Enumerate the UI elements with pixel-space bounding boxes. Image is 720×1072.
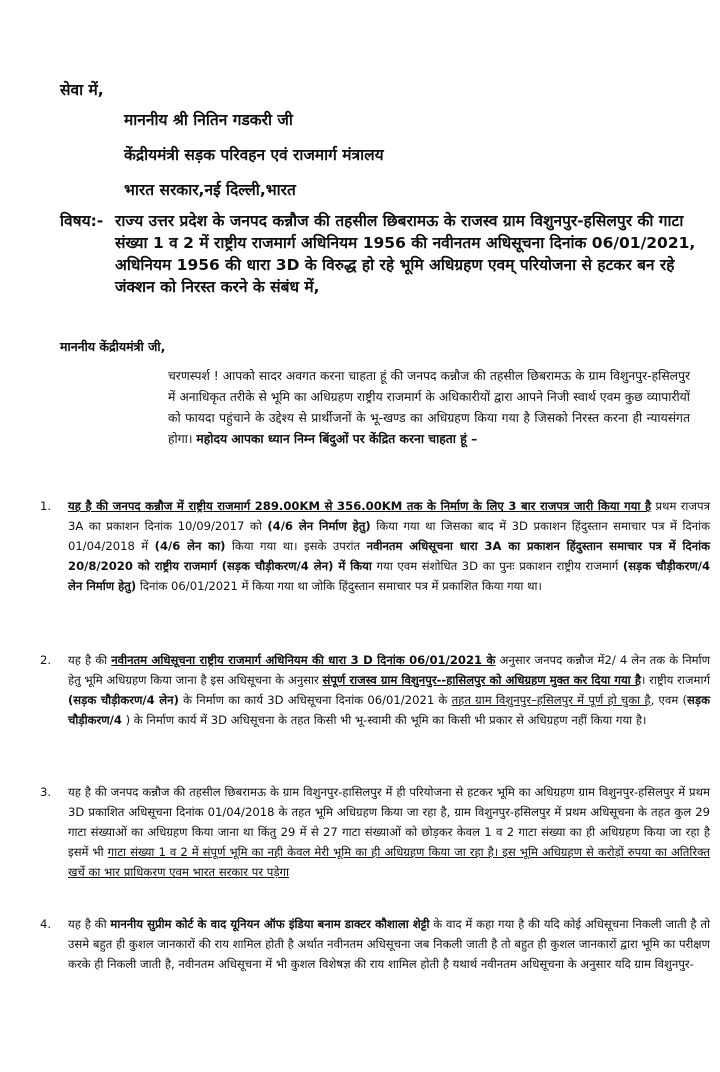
- point-text: [68, 496, 710, 596]
- point-number: 1.: [40, 499, 52, 513]
- point-text: [68, 650, 710, 730]
- subject-text: राज्य उत्तर प्रदेश के जनपद कन्नौज की तहसील छिबरामऊ के राजस्व ग्राम विशुनपुर-हसिलपुर की गाटा संख्या 1 व 2 में राष्ट्रीय राजमार्ग अधिनियम 1956 की नवीनतम अधिसूचना दिनांक 06/01/2021, अधिनियम 1956 की धारा 3D के विरुद्ध हो रहे भूमि अधिग्रहण एवम् परियोजना से हटकर बन रहे जंक्शन को निरस्त करने के संबंध में,: [115, 212, 696, 296]
- point-text-segment: गाटा संख्या 1 व 2 में संपूर्ण भूमि का नही केवल मेरी भूमि का ही अधिग्रहण किया जा रहा है। इस भूमि अधिग्रहण से करोड़ों रुपया का अतिरिक्त खर्चे का भार प्राधिकरण एवम भारत सरकार पर पड़ेगा: [68, 845, 710, 879]
- point-number: 4.: [40, 917, 52, 931]
- intro-paragraph: [168, 366, 690, 450]
- addressee-government: भारत सरकार,नई दिल्ली,भारत: [124, 181, 296, 199]
- point-text-segment: के वाद में कहा गया है की यदि कोई अधिसूचना निकली जाती है तो उसमे बहुत ही कुशल जानकारों की राय शामिल होती है अर्थात नवीनतम अधिसूचना जब निकली जाती है तो बहुत ही कुशल जानकारों द्वारा भूमि का परीक्षण करके ही निकली जाती है, नवीनतम अधिसूचना में भी कुशल विशेषज्ञ की राय शामिल होती है यथार्थ नवीनतम अधिसूचना के अनुसार यदि ग्राम विशुनपुर-: [68, 917, 711, 971]
- point-text-segment: नवीनतम अधिसूचना राष्ट्रीय राजमार्ग अधिनियम की धारा 3 D दिनांक 06/01/2021 के: [111, 653, 496, 667]
- point-text-segment: यह है की जनपद कन्नौज में राष्ट्रीय राजमार्ग 289.00KM से 356.00KM तक के निर्माण के लिए 3 बार राजपत्र जारी किया गया है: [68, 499, 652, 513]
- point-text-segment: किया गया था जिसका बाद में 3D प्रकाशन हिंदुस्तान समाचार पत्र में दिनांक 01/04/2018 में: [68, 519, 710, 553]
- point-text: [68, 782, 710, 882]
- point-text-segment: संपूर्ण राजस्व ग्राम विशुनपुर--हासिलपुर को अधिग्रहण मुक्त कर दिया गया है: [322, 673, 641, 687]
- point-text-segment: माननीय सुप्रीम कोर्ट के वाद यूनियन ऑफ इंडिया बनाम डाक्टर कौशाला शेट्टी: [110, 917, 430, 931]
- subject-label: विषय:-: [60, 212, 104, 230]
- point-text-segment: तहत ग्राम विशुनपुर–हसिलपुर में पूर्ण हो चुका है: [451, 693, 651, 707]
- addressee-ministry: केंद्रीयमंत्री सड़क परिवहन एवं राजमार्ग मंत्रालय: [124, 146, 384, 164]
- intro-bold-text: महोदय आपका ध्यान निम्न बिंदुओं पर केंद्रित करना चाहता हूं –: [196, 432, 478, 446]
- point-number: 2.: [40, 653, 52, 667]
- point-text-segment: (4/6 लेन का): [154, 539, 226, 553]
- point-text-segment: सड़क चौड़ीकरण/4: [68, 693, 710, 727]
- point-text-segment: अनुसार जनपद कन्नौज में2/ 4 लेन तक के निर्माण हेतु भूमि अधिग्रहण किया जाना है इस अधिसूचना के अनुसार: [68, 653, 711, 687]
- point-text-segment: प्रथम राजपत्र 3A का प्रकाशन दिनांक 10/09/2017 को: [68, 499, 710, 533]
- point-text-segment: (सड़क चौड़ीकरण/4 लेन निर्माण हेतु): [68, 559, 711, 593]
- point-text-segment: नवीनतम अधिसूचना धारा 3A का प्रकाशन हिंदुस्तान समाचार पत्र में दिनांक 20/8/2020 को राष्ट्रीय राजमार्ग (सड़क चौड़ीकरण/4 लेन) में किया: [68, 539, 710, 573]
- point-text-segment: , एवम (: [650, 693, 688, 707]
- point-number: 3.: [40, 785, 52, 799]
- point-text: [68, 914, 710, 974]
- point-text-segment: (सड़क चौड़ीकरण/4 लेन): [68, 693, 179, 707]
- point-text-segment: गया एवम संशोधित 3D का पुनः प्रकाशन राष्ट्रीय राजमार्ग: [371, 559, 623, 573]
- greeting: माननीय केंद्रीयमंत्री जी,: [60, 339, 166, 354]
- salutation: सेवा में,: [60, 81, 104, 99]
- point-text-segment: ) के निर्माण कार्य में 3D अधिसूचना के तहत किसी भी भू-स्वामी की भूमि का किसी भी प्रकार से अधिग्रहण नहीं किया गया है।: [121, 713, 647, 727]
- point-text-segment: दिनांक 06/01/2021 में किया गया था जोकि हिंदुस्तान समाचार पत्र में प्रकाशित किया गया था।: [136, 579, 542, 593]
- point-text-segment: यह है की जनपद कन्नौज की तहसील छिबरामऊ के ग्राम विशुनपुर-हासिलपुर में ही परियोजना से हटकर भूमि का अधिग्रहण ग्राम विशुनपुर-हसिलपुर में प्रथम 3D प्रकाशित अधिसूचना दिनांक 01/04/2018 के तहत भूमि अधिग्रहण किया जा रहा है, ग्राम विशुनपुर-हसिलपुर में प्रथम अधिसूचना के तहत कुल 29 गाटा संख्याओं का अधिग्रहण किया जाना था किंतु 29 में से 27 गाटा संख्याओं को छोड़कर केवल 1 व 2 गाटा संख्या का ही अधिग्रहण किया जा रहा है इसमें भी: [68, 785, 710, 859]
- point-text-segment: । राष्ट्रीय राजमार्ग: [640, 673, 710, 687]
- point-text-segment: के निर्माण का कार्य 3D अधिसूचना दिनांक 06/01/2021 के: [178, 693, 452, 707]
- point-text-segment: यह है की: [68, 917, 111, 931]
- point-text-segment: यह है की: [68, 653, 112, 667]
- point-text-segment: किया गया था। इसके उपरांत: [225, 539, 367, 553]
- addressee-name: माननीय श्री नितिन गडकरी जी: [124, 111, 293, 129]
- point-text-segment: (4/6 लेन निर्माण हेतु): [267, 519, 371, 533]
- intro-text: चरणस्पर्श ! आपको सादर अवगत करना चाहता हूं की जनपद कन्नौज की तहसील छिबरामऊ के ग्राम विशुनपुर-हसिलपुर में अनाधिकृत तरीके से भूमि का अधिग्रहण राष्ट्रीय राजमार्ग के अधिकारीयों द्वारा आपने निजी स्वार्थ एवम कुछ व्यापारीयों को फायदा पहुंचाने के उद्देश्य से प्रार्थीजनों के भू-खण्ड का अधिग्रहण किया गया है जिसको निरस्त करना ही न्यायसंगत होगा।: [168, 369, 690, 446]
